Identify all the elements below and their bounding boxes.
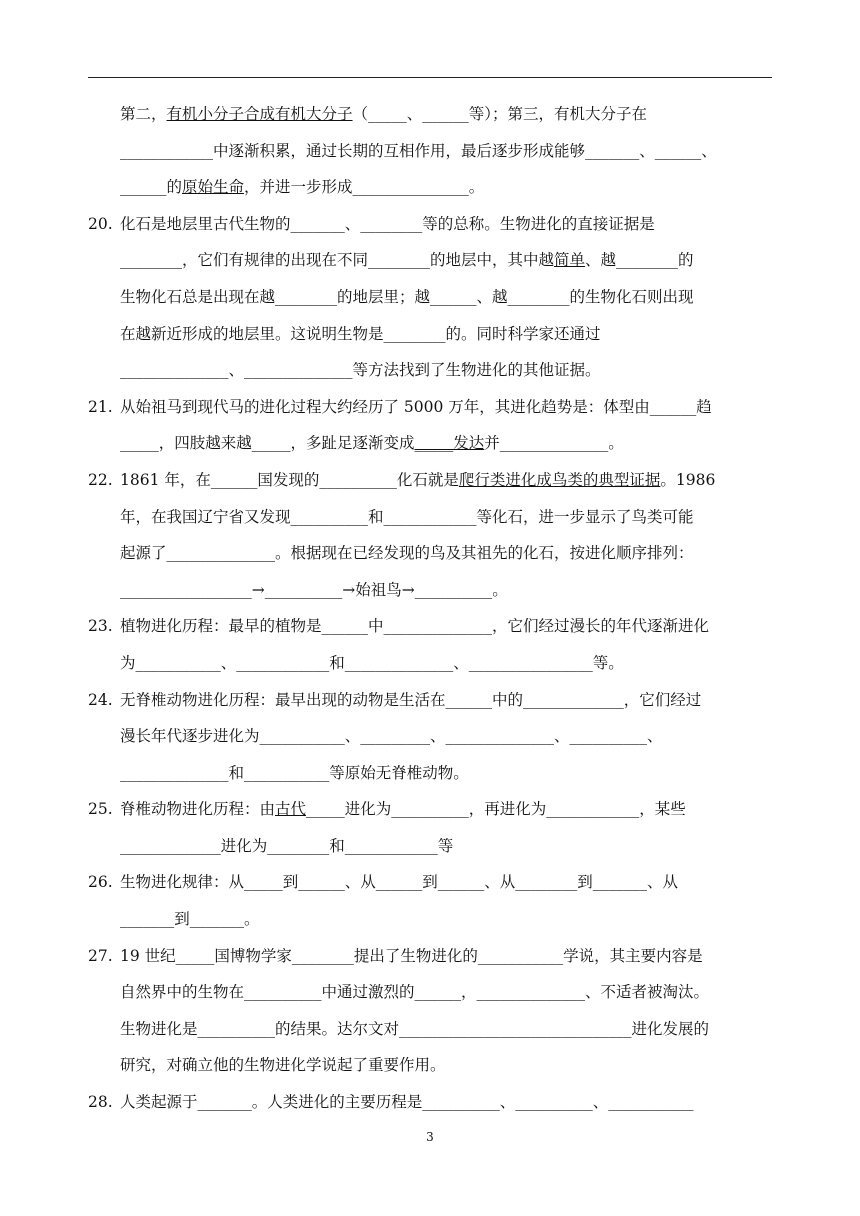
question-line [88,206,772,243]
underlined-text: _____发达 [414,434,485,453]
header-rule [88,77,772,78]
text-segment: 。1986 [660,470,716,489]
text-segment: 研究，对确立他的生物进化学说起了重要作用。 [120,1056,446,1075]
worksheet-body [88,96,772,1121]
text-line [88,974,772,1011]
question-line [88,938,772,975]
underlined-text: 简单 [554,251,586,270]
text-segment: _____，四肢越来越_____，多趾足逐渐变成 [120,434,415,453]
text-segment: （_____、______等）；第三，有机大分子在 [352,105,648,123]
text-line [88,352,772,389]
question-number: 27. [88,946,113,965]
text-line [88,645,772,682]
text-line [88,169,772,206]
text-segment: 1861 年，在______国发现的__________化石就是 [120,470,459,489]
question-number: 22. [88,470,113,489]
text-segment: 无脊椎动物进化历程：最早出现的动物是生活在______中的_____________，它们经过 [120,690,702,709]
text-segment: ______的 [120,178,183,197]
text-segment: _________________→__________→始祖鸟→__________。 [120,580,508,599]
text-segment: _______到_______。 [120,910,260,929]
text-segment: 生物进化是__________的结果。达尔文对______________________________进化发展的 [120,1019,710,1038]
question-number: 28. [88,1093,113,1112]
text-segment: 植物进化历程：最早的植物是______中______________，它们经过漫长的年代逐渐进化 [120,617,710,636]
text-segment: 年，在我国辽宁省又发现__________和____________等化石，进一步显示了鸟类可能 [120,507,694,526]
text-segment: 生物化石总是出现在越________的地层里；越______、越________的生物化石则出现 [120,287,694,306]
text-segment: ____________中逐渐积累，通过长期的互相作用，最后逐步形成能够_______、______、 [120,141,717,160]
question-number: 24. [88,690,113,709]
question-line [88,389,772,426]
text-line [88,572,772,609]
text-line [88,755,772,792]
text-segment: 人类起源于_______。人类进化的主要历程是__________、__________、___________ [120,1093,694,1112]
text-segment: 在越新近形成的地层里。这说明生物是________的。同时科学家还通过 [120,324,601,343]
text-line [88,316,772,353]
text-segment: ，并进一步形成_______________。 [244,178,485,197]
text-segment: 为___________、____________和______________、________________等。 [120,653,624,672]
text-segment: 漫长年代逐步进化为___________、_________、______________、__________、 [120,727,663,746]
text-segment: ______________和___________等原始无脊椎动物。 [120,763,469,782]
text-segment: 从始祖马到现代马的进化过程大约经历了 5000 万年，其进化趋势是：体型由______趋 [120,397,712,416]
text-segment: 第二， [120,105,167,123]
text-line [88,535,772,572]
text-segment: 自然界中的生物在__________中通过激烈的______，______________、不适者被淘汰。 [120,983,710,1002]
question-number: 26. [88,873,113,892]
underlined-text: 原始生命 [182,178,245,197]
text-segment: _____________进化为________和____________等 [120,836,454,855]
text-segment: ________，它们有规律的出现在不同________的地层中，其中越 [120,251,555,270]
underlined-text: 有机小分子合成有机大分子 [166,105,353,123]
text-line [88,425,772,462]
text-segment: 起源了______________。根据现在已经发现的鸟及其祖先的化石，按进化顺序排列： [120,544,694,563]
question-number: 21. [88,397,113,416]
question-number: 23. [88,617,113,636]
text-line [88,499,772,536]
question-line [88,608,772,645]
text-segment: ______________、______________等方法找到了生物进化的其他证据。 [120,361,601,380]
question-line [88,864,772,901]
text-segment: 生物进化规律：从_____到______、从______到______、从________到_______、从 [120,873,679,892]
text-segment: 、越________的 [585,251,694,270]
text-line [88,1011,772,1048]
text-line [88,828,772,865]
question-line [88,791,772,828]
page-number: 3 [426,1130,434,1144]
text-segment: 19 世纪_____国博物学家________提出了生物进化的___________学说，其主要内容是 [120,946,703,965]
underlined-text: 爬行类进化成鸟类的典型证据 [458,470,661,489]
question-line [88,1084,772,1121]
text-segment: 化石是地层里古代生物的_______、________等的总称。生物进化的直接证据是 [120,214,655,233]
text-line [88,96,772,133]
underlined-text: 古代 [275,800,307,819]
text-line [88,1047,772,1084]
question-line [88,682,772,719]
text-line [88,133,772,170]
text-segment: 脊椎动物进化历程：由 [120,800,276,819]
text-line [88,718,772,755]
question-number: 25. [88,800,113,819]
text-segment: _____进化为__________，再进化为____________，某些 [306,800,686,819]
question-number: 20. [88,214,113,233]
question-line [88,462,772,499]
text-line [88,242,772,279]
text-line [88,901,772,938]
text-segment: 并______________。 [484,434,624,453]
text-line [88,279,772,316]
